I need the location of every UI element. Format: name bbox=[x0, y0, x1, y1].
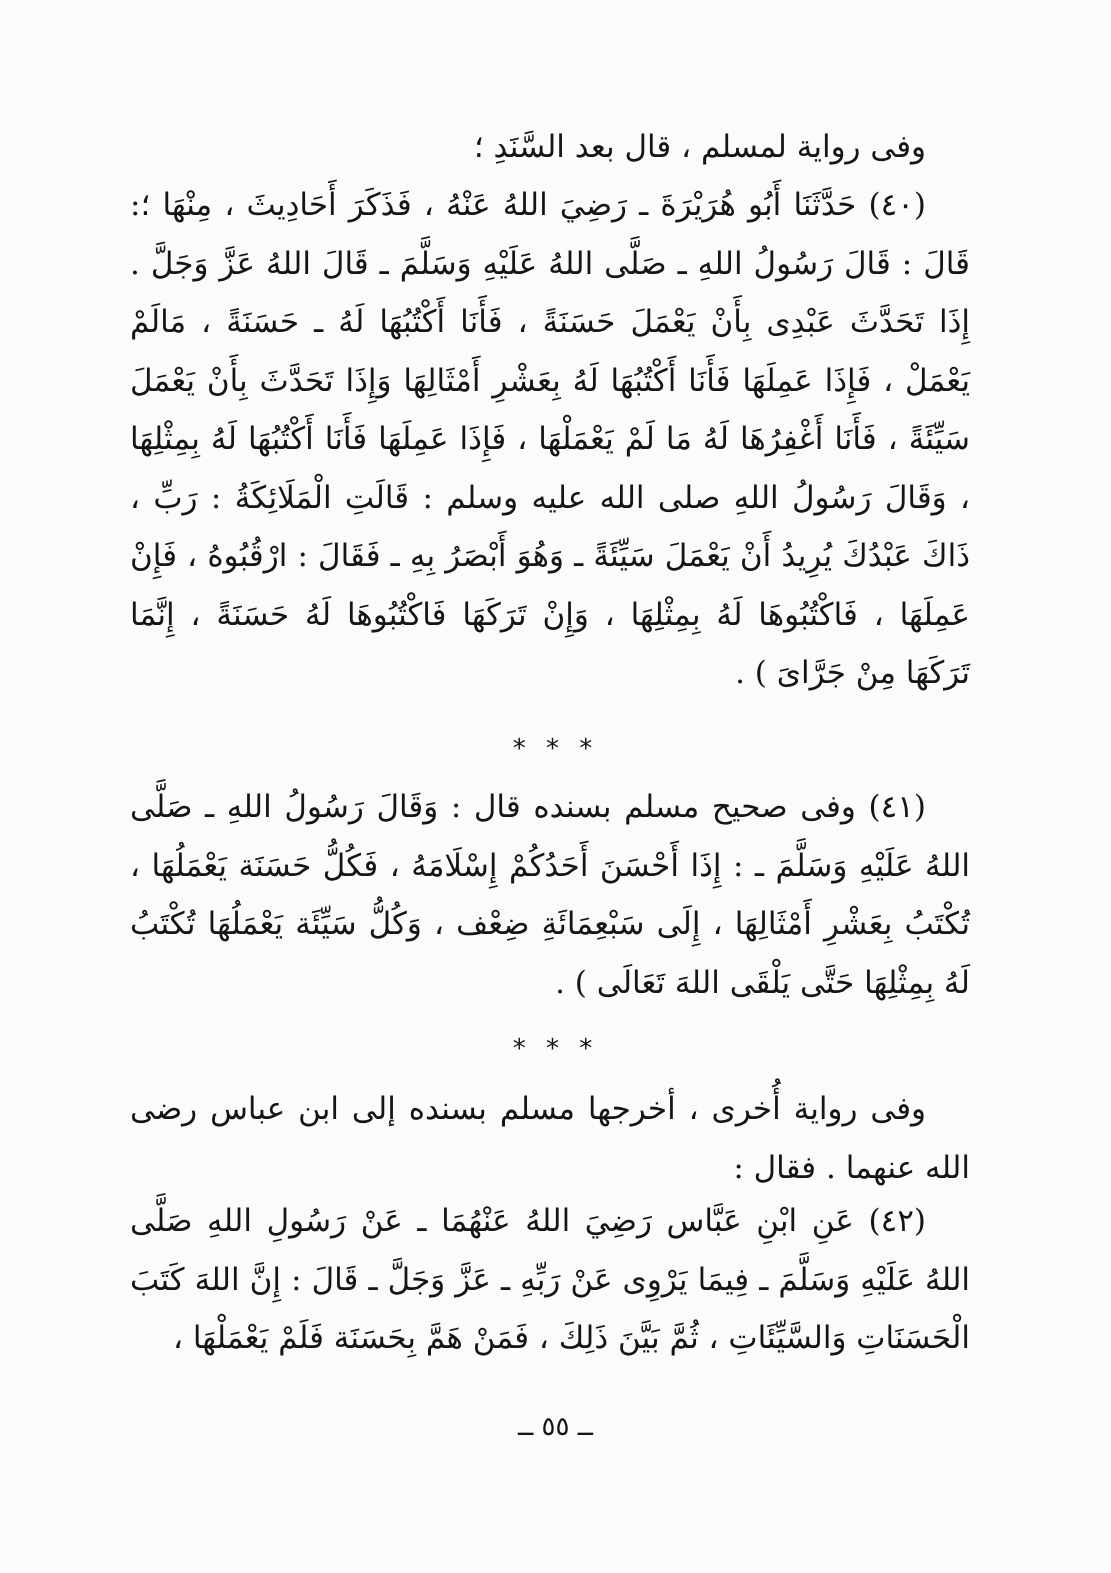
intro-text-1: وفى رواية لمسلم ، قال بعد السَّنَدِ ؛ bbox=[473, 129, 926, 165]
paragraph-hadith-41 bbox=[130, 778, 970, 1012]
hadith-40-text: (٤٠) حَدَّثَنَا أَبُو هُرَيْرَةَ ـ رَضِيَ اللهُ عَنْهُ ، فَذَكَرَ أَحَادِيثَ ، مِنْهَا ؛: قَالَ : قَالَ رَسُولُ اللهِ ـ صَلَّى اللهُ عَلَيْهِ وَسَلَّمَ ـ قَالَ اللهُ عَزَّ وَجَلَّ . إِذَا تَحَدَّثَ عَبْدِى بِأَنْ يَعْمَلَ حَسَنَةً ، فَأَنَا أَكْتُبُهَا لَهُ ـ حَسَنَةً ، مَالَمْ يَعْمَلْ ، فَإِذَا عَمِلَهَا فَأَنَا أَكْتُبُهَا لَهُ بِعَشْرِ أَمْثَالِهَا وَإِذَا تَحَدَّثَ بِأَنْ يَعْمَلَ سَيِّئَةً ، فَأَنَا أَغْفِرُهَا لَهُ مَا لَمْ يَعْمَلْهَا ، فَإِذَا عَمِلَهَا فَأَنَا أَكْتُبُهَا لَهُ بِمِثْلِهَا ، وَقَالَ رَسُولُ اللهِ صلى الله عليه وسلم : قَالَتِ الْمَلَائِكَةُ : رَبِّ ، ذَاكَ عَبْدُكَ يُرِيدُ أَنْ يَعْمَلَ سَيِّئَةً ـ وَهُوَ أَبْصَرُ بِهِ ـ فَقَالَ : ارْقُبُوهُ ، فَإِنْ عَمِلَهَا ، فَاكْتُبُوهَا لَهُ بِمِثْلِهَا ، وَإِنْ تَرَكَهَا فَاكْتُبُوهَا لَهُ حَسَنَةً ، إِنَّمَا تَرَكَهَا مِنْ جَرَّاىَ ) . bbox=[130, 187, 970, 691]
paragraph-intro-1 bbox=[130, 118, 970, 177]
intro-text-2: وفى رواية أُخرى ، أخرجها مسلم بسنده إلى ابن عباس رضى الله عنهما . فقال : bbox=[130, 1091, 970, 1186]
section-separator-2: * * * bbox=[512, 1034, 599, 1064]
paragraph-hadith-42 bbox=[130, 1192, 970, 1368]
section-separator-1: * * * bbox=[512, 734, 599, 764]
paragraph-intro-2 bbox=[130, 1080, 970, 1197]
paragraph-hadith-40 bbox=[130, 176, 970, 703]
hadith-42-text: (٤٢) عَنِ ابْنِ عَبَّاس رَضِيَ اللهُ عَنْهُمَا ـ عَنْ رَسُولِ اللهِ صَلَّى اللهُ عَلَيْهِ وَسَلَّمَ ـ فِيمَا يَرْوِى عَنْ رَبِّهِ ـ عَزَّ وَجَلَّ ـ قَالَ : إِنَّ اللهَ كَتَبَ الْحَسَنَاتِ وَالسَّيِّئَاتِ ، ثُمَّ بَيَّنَ ذَلِكَ ، فَمَنْ هَمَّ بِحَسَنَة فَلَمْ يَعْمَلْهَا ، bbox=[130, 1203, 970, 1356]
page-number: ــ ٥٥ ــ bbox=[518, 1412, 593, 1442]
hadith-41-text: (٤١) وفى صحيح مسلم بسنده قال : وَقَالَ رَسُولُ اللهِ ـ صَلَّى اللهُ عَلَيْهِ وَسَلَّمَ ـ : إِذَا أَحْسَنَ أَحَدُكُمْ إِسْلَامَهُ ، فَكُلُّ حَسَنَة يَعْمَلُهَا ، تُكْتَبُ بِعَشْرِ أَمْثَالِهَا ، إِلَى سَبْعِمَائَةِ ضِعْف ، وَكُلُّ سَيِّئَة يَعْمَلُهَا تُكْتَبُ لَهُ بِمِثْلِهَا حَتَّى يَلْقَى اللهَ تَعَالَى ) . bbox=[130, 789, 971, 1001]
